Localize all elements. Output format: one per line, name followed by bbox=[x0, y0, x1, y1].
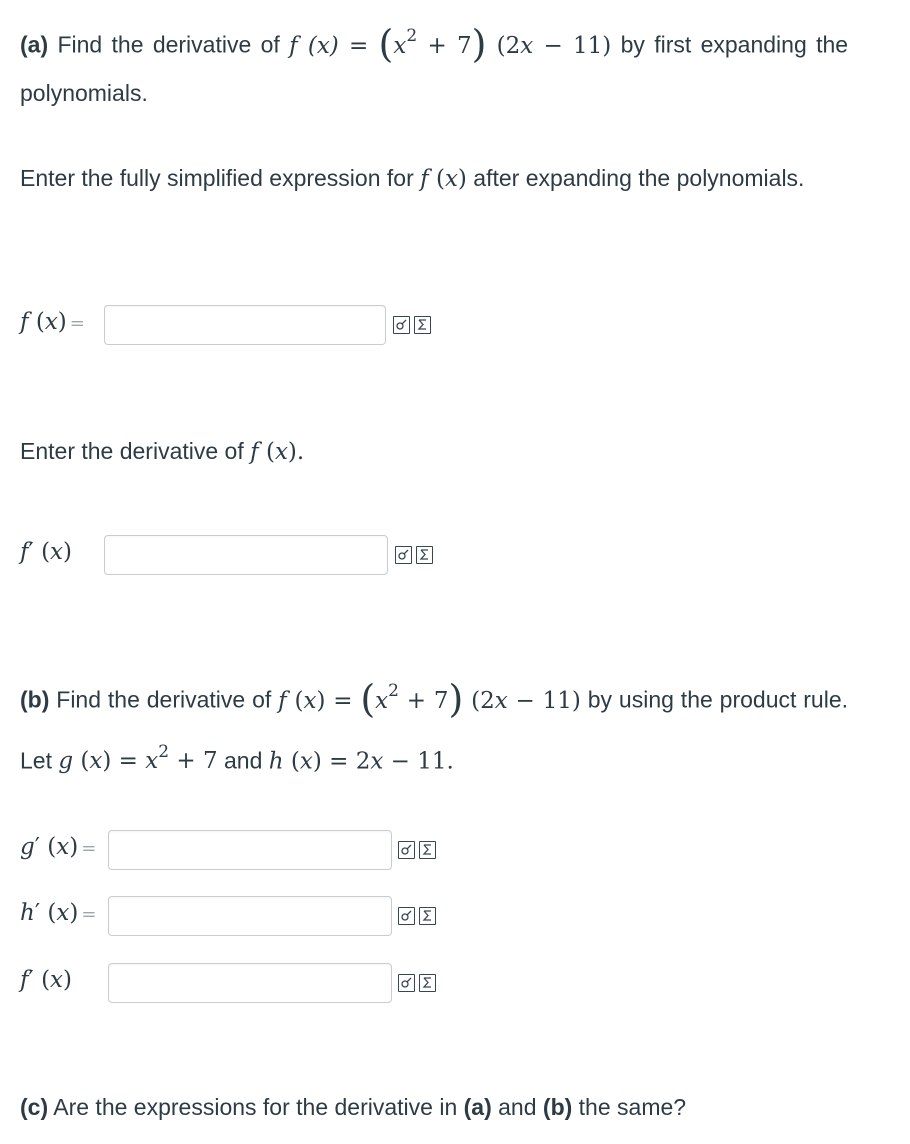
derivative-prompt: Enter the derivative of f (x). bbox=[20, 438, 305, 465]
part-b-label: (b) bbox=[20, 686, 50, 713]
hprime-tools bbox=[398, 907, 436, 927]
preview-magnifier-icon[interactable] bbox=[393, 316, 410, 334]
equation-sigma-icon[interactable] bbox=[419, 974, 436, 992]
fprime-a-input[interactable] bbox=[104, 535, 388, 575]
equation-sigma-icon[interactable] bbox=[416, 546, 433, 564]
g-definition: g $(x) = x^2 + 7$ bbox=[58, 741, 218, 775]
part-b-function: f $(x) = (x^2 + 7) (2x - 11)$ bbox=[278, 676, 581, 721]
equation-sigma-icon[interactable] bbox=[414, 316, 431, 334]
equation-sigma-icon[interactable] bbox=[419, 907, 436, 925]
h-definition: h (x) = 2x − 11. bbox=[268, 748, 454, 775]
expand-prompt: Enter the fully simplified expression for f (x) after expanding the polynomials. bbox=[20, 165, 805, 192]
part-a-question: (a) Find the derivative of f $(x) = (x^2 + 7) (2x - 11)$ by first expanding the polynomials. bbox=[20, 21, 849, 106]
f-expanded-tools bbox=[393, 316, 431, 336]
equation-sigma-icon[interactable] bbox=[419, 841, 436, 859]
part-c-question: (c) Are the expressions for the derivative in (a) and (b) the same? bbox=[20, 1094, 687, 1120]
preview-magnifier-icon[interactable] bbox=[398, 974, 415, 992]
fprime-b-tools bbox=[398, 974, 436, 994]
part-a-label: (a) bbox=[20, 31, 49, 58]
part-c-label: (c) bbox=[20, 1094, 49, 1120]
preview-magnifier-icon[interactable] bbox=[398, 841, 415, 859]
part-b-question: (b) Find the derivative of f $(x) = (x^2 + 7) (2x - 11)$ by using the product rule. Let g $(x) = x^2 + 7$ and h (x) = 2x − 11. bbox=[20, 676, 849, 775]
preview-magnifier-icon[interactable] bbox=[395, 546, 412, 564]
gprime-input[interactable] bbox=[108, 830, 392, 870]
part-a-function: f $(x) = (x^2 + 7) (2x - 11)$ bbox=[289, 21, 612, 66]
hprime-input[interactable] bbox=[108, 896, 392, 936]
f-expanded-input[interactable] bbox=[104, 305, 386, 345]
field-fprime-b-label: f′ (x) bbox=[20, 967, 73, 993]
preview-magnifier-icon[interactable] bbox=[398, 907, 415, 925]
gprime-tools bbox=[398, 841, 436, 861]
fprime-a-tools bbox=[395, 546, 433, 566]
field-fprime-a-label: f′ (x) bbox=[20, 539, 73, 565]
fprime-b-input[interactable] bbox=[108, 963, 392, 1003]
field-g-label: g′ (x) = bbox=[20, 834, 97, 860]
field-h-label: h′ (x) = bbox=[20, 900, 97, 926]
field-f-label: f (x) = bbox=[20, 309, 85, 335]
